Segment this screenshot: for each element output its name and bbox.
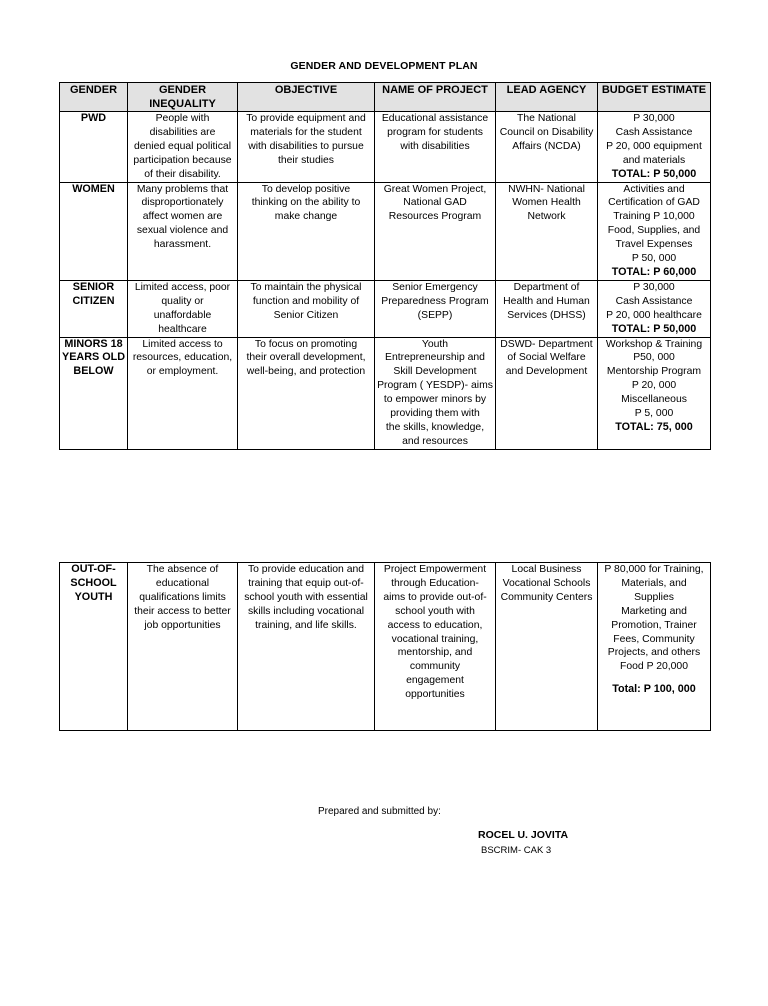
cell-line: with disabilities <box>400 140 470 152</box>
cell-line: WOMEN <box>72 182 115 195</box>
cell-line: PWD <box>80 112 107 124</box>
project-cell <box>375 337 496 449</box>
cell-line: Supplies <box>634 591 674 603</box>
cell-line: through Education- <box>391 577 479 589</box>
cell-line: Community Centers <box>500 591 593 603</box>
table-row <box>60 337 711 449</box>
cell-line: Projects, and others <box>607 647 701 659</box>
cell-line: To maintain the physical <box>250 281 362 293</box>
cell-line: Marketing and <box>621 605 687 617</box>
budget-cell <box>598 563 711 731</box>
header-lead-agency: LEAD AGENCY <box>496 83 598 112</box>
cell-line: educational <box>155 577 210 589</box>
cell-line: school youth with essential <box>244 591 368 603</box>
cell-line: and Development <box>505 366 588 378</box>
gender-cell <box>60 182 128 280</box>
budget-cell <box>598 182 711 280</box>
cell-line: and materials <box>622 154 686 166</box>
cell-line: Travel Expenses <box>615 239 693 251</box>
cell-line: of their disability. <box>144 168 221 180</box>
cell-line: Services (DHSS) <box>507 309 586 321</box>
header-gender: GENDER <box>60 83 128 112</box>
cell-line: affect women are <box>142 211 223 223</box>
agency-cell <box>496 182 598 280</box>
cell-line: P 30,000 <box>633 281 675 293</box>
gender-cell <box>60 280 128 337</box>
cell-line: Training P 10,000 <box>613 211 695 223</box>
inequality-cell <box>128 337 238 449</box>
cell-line: training, and life skills. <box>255 619 357 631</box>
cell-line: P 20, 000 <box>631 380 677 392</box>
budget-total: TOTAL: P 60,000 <box>611 265 697 278</box>
agency-cell <box>496 112 598 183</box>
cell-line: training that equip out-of- <box>248 577 364 589</box>
header-objective: OBJECTIVE <box>238 83 375 112</box>
cell-line: well-being, and protection <box>246 366 366 378</box>
cell-line: disabilities are <box>149 126 216 138</box>
gender-cell <box>60 337 128 449</box>
cell-line: Cash Assistance <box>615 126 693 138</box>
cell-line: YOUTH <box>74 590 113 603</box>
cell-line: harassment. <box>153 239 212 251</box>
budget-total: TOTAL: 75, 000 <box>615 420 693 433</box>
cell-line: sexual violence and <box>136 225 229 237</box>
cell-line: BELOW <box>73 365 114 378</box>
header-gender-inequality: GENDER INEQUALITY <box>128 83 238 112</box>
header-budget-estimate: BUDGET ESTIMATE <box>598 83 711 112</box>
gad-plan-table <box>59 82 711 450</box>
cell-line: their access to better <box>134 605 231 617</box>
cell-line: Food, Supplies, and <box>607 225 701 237</box>
cell-line: P50, 000 <box>633 352 675 364</box>
objective-cell <box>238 563 375 731</box>
cell-line: Promotion, Trainer <box>611 619 697 631</box>
gender-cell <box>60 563 128 731</box>
cell-line: People with <box>155 113 210 124</box>
objective-cell <box>238 182 375 280</box>
budget-cell <box>598 337 711 449</box>
cell-line: Skill Development <box>393 366 477 378</box>
cell-line: aims to provide out-of- <box>383 591 487 603</box>
cell-line: school youth with <box>395 605 475 617</box>
cell-line: The National <box>517 113 576 124</box>
objective-cell <box>238 280 375 337</box>
cell-line: Activities and <box>623 183 685 195</box>
budget-total: TOTAL: P 50,000 <box>611 167 697 180</box>
budget-cell <box>598 280 711 337</box>
cell-line: participation because <box>133 154 232 166</box>
agency-cell <box>496 337 598 449</box>
cell-line: National GAD <box>403 197 467 209</box>
cell-line: Youth <box>421 338 449 350</box>
preparer-course: BSCRIM- CAK 3 <box>481 845 552 856</box>
preparer-name: ROCEL U. JOVITA <box>478 829 569 841</box>
budget-total: TOTAL: P 50,000 <box>611 322 697 335</box>
cell-line: Preparedness Program <box>381 295 489 307</box>
cell-line: SCHOOL <box>70 576 117 589</box>
cell-line: of Social Welfare <box>507 352 586 364</box>
inequality-cell <box>128 112 238 183</box>
gender-cell <box>60 112 128 183</box>
cell-line: Vocational Schools <box>502 577 591 589</box>
cell-line: opportunities <box>405 689 465 701</box>
cell-line: function and mobility of <box>252 295 360 307</box>
cell-line: To provide education and <box>247 564 365 575</box>
cell-line: skills including vocational <box>247 605 365 617</box>
cell-line: P 20, 000 equipment <box>606 140 702 152</box>
objective-cell <box>238 112 375 183</box>
cell-line: Program ( YESDP)- aims <box>377 380 493 392</box>
cell-line: Project Empowerment <box>383 564 487 575</box>
project-cell <box>375 280 496 337</box>
cell-line: Senior Emergency <box>392 281 478 293</box>
agency-cell <box>496 563 598 731</box>
cell-line: P 80,000 for Training, <box>604 564 704 575</box>
cell-line: Entrepreneurship and <box>385 352 485 364</box>
cell-line: unaffordable <box>153 309 212 321</box>
table-header-row <box>60 83 711 112</box>
cell-line: their studies <box>277 154 335 166</box>
table-row <box>60 280 711 337</box>
cell-line: quality or <box>161 295 204 307</box>
cell-line: disproportionately <box>141 197 224 209</box>
cell-line: SENIOR <box>72 280 115 293</box>
cell-line: qualifications limits <box>139 591 226 603</box>
cell-line: their overall development, <box>246 352 366 364</box>
cell-line: The absence of <box>146 564 219 575</box>
cell-line: and resources <box>402 435 468 447</box>
cell-line: the skills, knowledge, <box>385 421 485 433</box>
cell-line: Certification of GAD <box>608 197 700 209</box>
cell-line: Department of <box>513 281 580 293</box>
cell-line: resources, education, <box>132 352 233 364</box>
prepared-by-label: Prepared and submitted by: <box>318 806 441 817</box>
cell-line: materials for the student <box>250 126 362 138</box>
cell-line: Educational assistance <box>381 113 489 124</box>
cell-line: healthcare <box>158 323 207 335</box>
cell-line: To provide equipment and <box>246 113 366 124</box>
cell-line: OUT-OF- <box>71 563 116 575</box>
cell-line: providing them with <box>390 408 480 420</box>
cell-line: Fees, Community <box>613 633 695 645</box>
budget-total: Total: P 100, 000 <box>612 683 696 696</box>
cell-line: program for students <box>387 126 483 138</box>
document-title: GENDER AND DEVELOPMENT PLAN <box>290 60 478 72</box>
cell-line: Council on Disability <box>499 126 594 138</box>
inequality-cell <box>128 280 238 337</box>
cell-line: engagement <box>406 675 464 687</box>
agency-cell <box>496 280 598 337</box>
inequality-cell <box>128 182 238 280</box>
project-cell <box>375 563 496 731</box>
cell-line: to empower minors by <box>383 394 487 406</box>
cell-line: To focus on promoting <box>254 338 358 350</box>
cell-line: (SEPP) <box>417 309 453 321</box>
cell-line: Health and Human <box>503 295 590 307</box>
cell-line: mentorship, and <box>397 647 473 659</box>
cell-line: Limited access, poor <box>134 281 231 293</box>
cell-line: Senior Citizen <box>273 309 339 321</box>
cell-line: Women Health <box>512 197 581 209</box>
cell-line: Limited access to <box>142 338 223 350</box>
header-name-of-project: NAME OF PROJECT <box>375 83 496 112</box>
cell-line: job opportunities <box>144 619 221 631</box>
cell-line: vocational training, <box>391 633 479 645</box>
inequality-cell <box>128 563 238 731</box>
cell-line: DSWD- Department <box>500 338 593 350</box>
cell-line: access to education, <box>387 619 483 631</box>
cell-line: Network <box>527 211 566 223</box>
cell-line: Materials, and <box>621 577 687 589</box>
cell-line: Miscellaneous <box>621 394 687 406</box>
budget-cell <box>598 112 711 183</box>
cell-line: Affairs (NCDA) <box>512 140 581 152</box>
cell-line: P 5, 000 <box>634 408 674 420</box>
cell-line: P 20, 000 healthcare <box>606 309 702 321</box>
cell-line: Local Business <box>511 564 582 575</box>
project-cell <box>375 112 496 183</box>
cell-line: Workshop & Training <box>605 338 703 350</box>
table-row <box>60 182 711 280</box>
cell-line: denied equal political <box>133 140 232 152</box>
cell-line: Many problems that <box>136 183 229 195</box>
cell-line: CITIZEN <box>72 294 115 307</box>
table-row <box>60 563 711 731</box>
cell-line: NWHN- National <box>508 183 585 195</box>
cell-line: Food P 20,000 <box>620 661 688 673</box>
table-row <box>60 112 711 183</box>
cell-line: To develop positive <box>261 183 351 195</box>
cell-line: thinking on the ability to <box>251 197 361 209</box>
gad-plan-table-continued <box>59 562 711 731</box>
cell-line: community <box>409 661 461 673</box>
cell-line: Cash Assistance <box>615 295 693 307</box>
objective-cell <box>238 337 375 449</box>
cell-line: make change <box>274 211 338 223</box>
cell-line: YEARS OLD <box>62 351 125 364</box>
cell-line: P 30,000 <box>633 113 675 124</box>
cell-line: or employment. <box>146 366 219 378</box>
cell-line: with disabilities to pursue <box>248 140 364 152</box>
cell-line: MINORS 18 <box>64 337 123 350</box>
cell-line: Resources Program <box>388 211 482 223</box>
cell-line: Great Women Project, <box>383 183 487 195</box>
cell-line: Mentorship Program <box>606 366 702 378</box>
project-cell <box>375 182 496 280</box>
cell-line: P 50, 000 <box>631 253 677 265</box>
